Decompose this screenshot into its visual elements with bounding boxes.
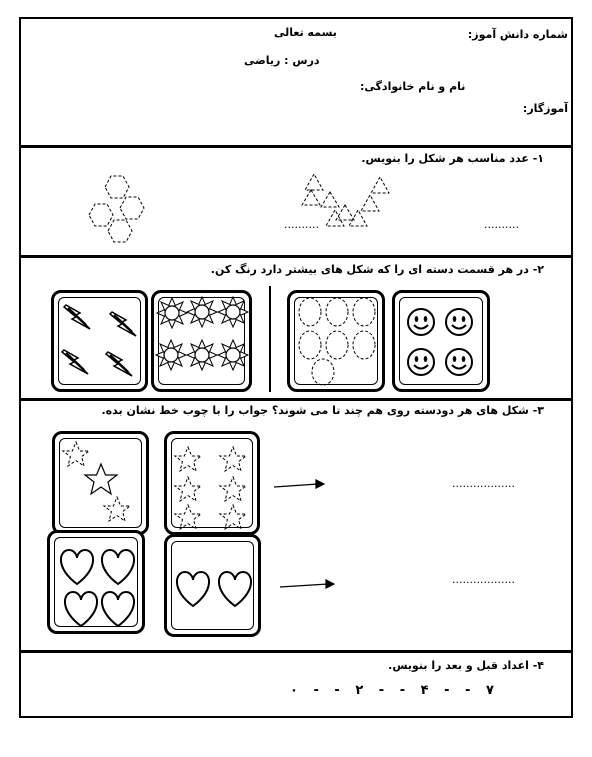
star-shape — [220, 477, 246, 501]
answer-blank: .......... — [284, 218, 319, 231]
star-shape — [85, 464, 117, 494]
heart-shape — [102, 592, 134, 626]
star-shape — [175, 505, 201, 529]
arrowhead — [326, 580, 334, 588]
tally-answer-blank: .................. — [452, 573, 515, 586]
heart-shape — [61, 550, 93, 584]
student-number-label: شماره دانش آموز: — [467, 28, 568, 41]
arrowhead — [316, 480, 324, 488]
heart-shape — [102, 550, 134, 584]
star-shape — [104, 497, 130, 521]
teacher-label: آموزگار: — [522, 102, 568, 115]
arrow-line — [274, 484, 318, 487]
star-shape — [220, 447, 246, 471]
star-shape — [220, 505, 246, 529]
lesson-label: درس : ریاضی — [244, 54, 320, 67]
answer-blank: .......... — [484, 218, 519, 231]
star-shape — [175, 447, 201, 471]
question-2-prompt: ۲- در هر قسمت دسته ای را که شکل های بیشتر دارد رنگ کن. — [210, 263, 544, 276]
question-4-prompt: ۴- اعداد قبل و بعد را بنویس. — [388, 659, 544, 672]
bismillah-heading: بسمه تعالی — [274, 26, 337, 39]
name-label: نام و نام خانوادگی: — [360, 80, 466, 93]
question-3-prompt: ۳- شکل های هر دودسته روی هم چند تا می شوند؟ جواب را با چوب خط نشان بده. — [101, 404, 544, 417]
star-shape — [175, 477, 201, 501]
question-1-prompt: ۱- عدد مناسب هر شکل را بنویس. — [361, 152, 544, 165]
heart-shape — [177, 572, 209, 606]
tally-answer-blank: .................. — [452, 477, 515, 490]
number-sequence: ۷ - - ۴ - - ۲ - - ۰ — [290, 683, 494, 698]
arrow-line — [280, 584, 328, 587]
heart-shape — [65, 592, 97, 626]
star-shape — [63, 442, 89, 466]
heart-shape — [219, 572, 251, 606]
